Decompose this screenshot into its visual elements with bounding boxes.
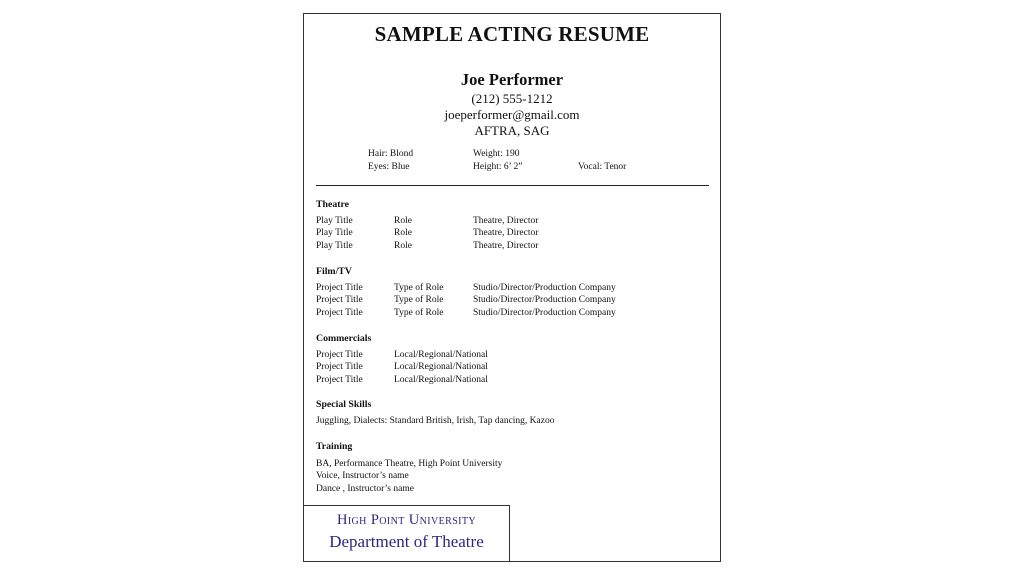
special-skills-text: Juggling, Dialects: Standard British, Irish, Tap dancing, Kazoo xyxy=(316,416,555,426)
section-heading-special-skills: Special Skills xyxy=(316,399,372,410)
performer-name: Joe Performer xyxy=(460,70,564,89)
credit-venue: Theatre, Director xyxy=(473,241,539,251)
logo-university-name: High Point University xyxy=(336,512,477,528)
header-divider xyxy=(316,185,709,186)
stat-weight: Weight: 190 xyxy=(473,149,520,159)
email-address: joeperformer@gmail.com xyxy=(444,107,580,122)
credit-company: Studio/Director/Production Company xyxy=(473,283,616,293)
union-affiliations: AFTRA, SAG xyxy=(474,123,550,138)
university-logo xyxy=(304,505,510,562)
training-line: Dance , Instructor’s name xyxy=(316,484,414,494)
credit-title: Project Title xyxy=(316,350,363,360)
section-heading-film-tv: Film/TV xyxy=(316,266,352,277)
credit-market: Local/Regional/National xyxy=(394,350,488,360)
credit-title: Project Title xyxy=(316,295,363,305)
credit-market: Local/Regional/National xyxy=(394,362,488,372)
credit-title: Play Title xyxy=(316,216,353,226)
logo-department-name: Department of Theatre xyxy=(329,532,484,551)
credit-title: Project Title xyxy=(316,362,363,372)
resume-title: SAMPLE ACTING RESUME xyxy=(374,22,650,46)
credit-company: Studio/Director/Production Company xyxy=(473,295,616,305)
credit-role: Type of Role xyxy=(394,283,444,293)
credit-role: Role xyxy=(394,241,412,251)
credit-title: Project Title xyxy=(316,308,363,318)
training-line: Voice, Instructor’s name xyxy=(316,471,409,481)
credit-market: Local/Regional/National xyxy=(394,375,488,385)
section-heading-theatre: Theatre xyxy=(316,199,350,210)
phone-number: (212) 555-1212 xyxy=(471,91,553,106)
credit-company: Studio/Director/Production Company xyxy=(473,308,616,318)
credit-title: Project Title xyxy=(316,283,363,293)
credit-venue: Theatre, Director xyxy=(473,216,539,226)
section-heading-commercials: Commercials xyxy=(316,333,372,344)
credit-title: Play Title xyxy=(316,241,353,251)
credit-role: Type of Role xyxy=(394,308,444,318)
credit-title: Play Title xyxy=(316,228,353,238)
stat-hair: Hair: Blond xyxy=(368,149,414,159)
section-heading-training: Training xyxy=(316,441,353,452)
stat-height: Height: 6’ 2” xyxy=(473,162,523,172)
credit-title: Project Title xyxy=(316,375,363,385)
credit-role: Type of Role xyxy=(394,295,444,305)
credit-role: Role xyxy=(394,228,412,238)
stat-vocal: Vocal: Tenor xyxy=(578,162,627,172)
stat-eyes: Eyes: Blue xyxy=(368,162,410,172)
credit-venue: Theatre, Director xyxy=(473,228,539,238)
resume-page xyxy=(303,13,721,562)
training-line: BA, Performance Theatre, High Point University xyxy=(316,459,503,469)
credit-role: Role xyxy=(394,216,412,226)
